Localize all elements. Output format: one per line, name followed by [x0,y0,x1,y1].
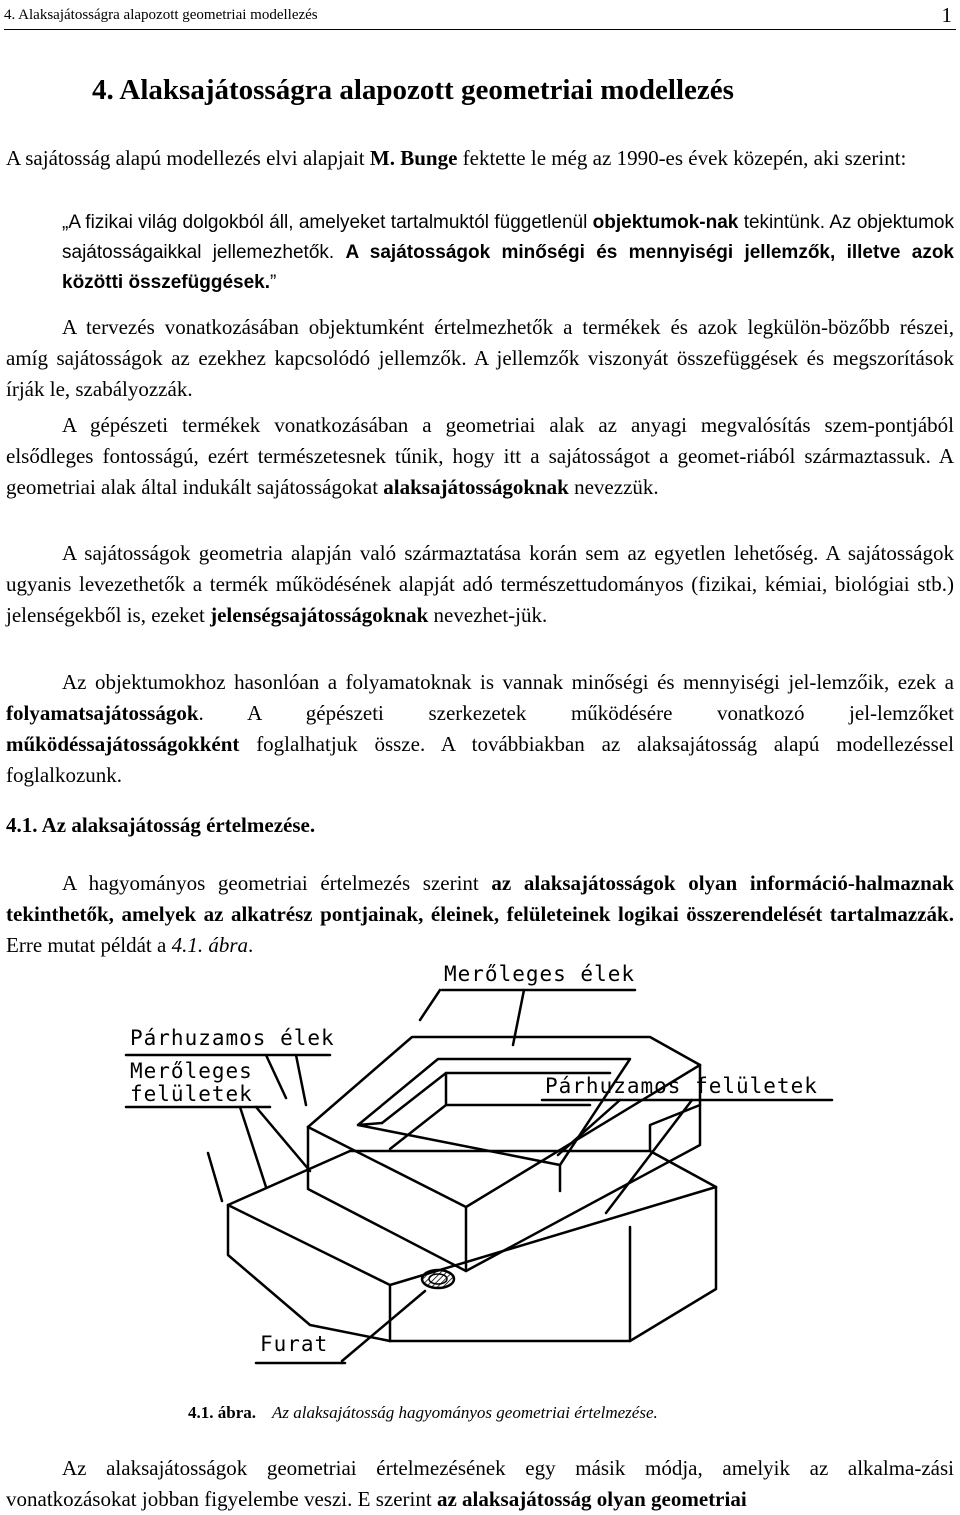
leader-perpendicular-faces-2 [256,1107,310,1171]
design-paragraph: A tervezés vonatkozásában objektumként értelmezhetők a termékek és azok legkülön-bözőbb részei, amíg sajátosságok az ezekhez kapcsolódó jellemzők. A jellemzők viszonyát összefüggések és megszorítások írják le, szabályozzák. [6,315,954,401]
pocket-rim [358,1059,630,1165]
author-name: M. Bunge [369,146,458,170]
label-parallel-faces: Párhuzamos felületek [545,1074,818,1098]
intro-paragraph: A sajátosság alapú modellezés elvi alapjait M. Bunge fektette le még az 1990-es évek közepén, aki szerint: [6,146,907,170]
leader-parallel-edges-2 [296,1055,306,1105]
frame-front-top [308,1127,466,1207]
process-paragraph: Az objektumokhoz hasonlóan a folyamatoknak is vannak minőségi és mennyiségi jel-lemzőik, ezek a folyamatsajátosságok. A gépészeti szerkezetek működésére vonatkozó jel-lemzőket működéssajátosságokként foglalhatjuk össze. A továbbiakban az alaksajátosság alapú modellezéssel foglalkozunk. [6,670,954,787]
caption-number: 4.1. ábra. [188,1403,256,1422]
base-right-bottom-edge [390,1187,716,1341]
stray-stroke [208,1153,222,1201]
mechanical-paragraph: A gépészeti termékek vonatkozásában a geometriai alak az anyagi megvalósítás szem-pontjából elsődleges fontosságú, ezért természetesnek tűnik, hogy itt a sajátosságot a geomet-riából származtassuk. A geometriai alak által indukált sajátosságokat alaksajátosságoknak nevezzük. [6,413,954,499]
leader-parallel-edges-1 [266,1055,286,1098]
phenomenon-paragraph: A sajátosságok geometria alapján való származtatása korán sem az egyetlen lehetőség. A sajátosságok ugyanis levezethetők a termék működésének alapját adó természettudományos (fizikai, kémiai, biológiai stb.) jelenségekből is, ezeket jelenségsajátosságoknak nevezhet-jük. [6,541,954,627]
leader-perpendicular-edges-1 [420,990,440,1020]
pocket-inner-back [382,1073,610,1123]
label-perpendicular-faces-line2: felületek [130,1082,253,1106]
page-header [4,3,956,30]
bunge-quote: „A fizikai világ dolgokból áll, amelyeket tartalmuktól függetlenül objektumok-nak tekintünk. Az objektumok sajátosságaikkal jellemezhetők. A sajátosságok minőségi és mennyiségi jellemzők, illetve azok közötti összefüggések.” [62,212,954,293]
part-drawing [90,955,850,1375]
page-number: 1 [941,3,952,27]
frame-top-back [308,1037,700,1127]
caption-text: Az alaksajátosság hagyományos geometriai értelmezése. [272,1403,658,1422]
label-perpendicular-faces-line1: Merőleges [130,1059,253,1083]
section-title: 4.1. Az alaksajátosság értelmezése. [6,813,316,837]
running-title: 4. Alaksajátosságra alapozott geometriai modellezés [4,7,318,23]
figure-caption [188,1403,658,1423]
chapter-title: 4. Alaksajátosságra alapozott geometriai modellezés [92,74,734,106]
alternative-definition-paragraph: Az alaksajátosságok geometriai értelmezésének egy másik módja, amelyik az alkalma-zási vonatkozásokat jobban figyelembe veszi. E szerint az alaksajátosság olyan geometriai [6,1456,954,1511]
base-front-top-edge [228,1205,390,1285]
label-parallel-edges: Párhuzamos élek [130,1026,335,1050]
figure-4-1 [90,955,850,1375]
label-perpendicular-edges: Merőleges élek [444,962,636,986]
leader-perpendicular-faces-1 [240,1107,266,1187]
figure-reference: 4.1. ábra [171,933,249,957]
traditional-definition-paragraph: A hagyományos geometriai értelmezés szerint az alaksajátosságok olyan információ-halmaznak tekinthetők, amelyek az alkatrész pontjainak, éleinek, felületeinek logikai összerendelését tartalmazzák. Erre mutat példát a 4.1. ábra. [6,871,955,957]
hole-icon [422,1270,454,1288]
leader-hole-1 [342,1291,425,1361]
label-hole: Furat [260,1332,329,1356]
